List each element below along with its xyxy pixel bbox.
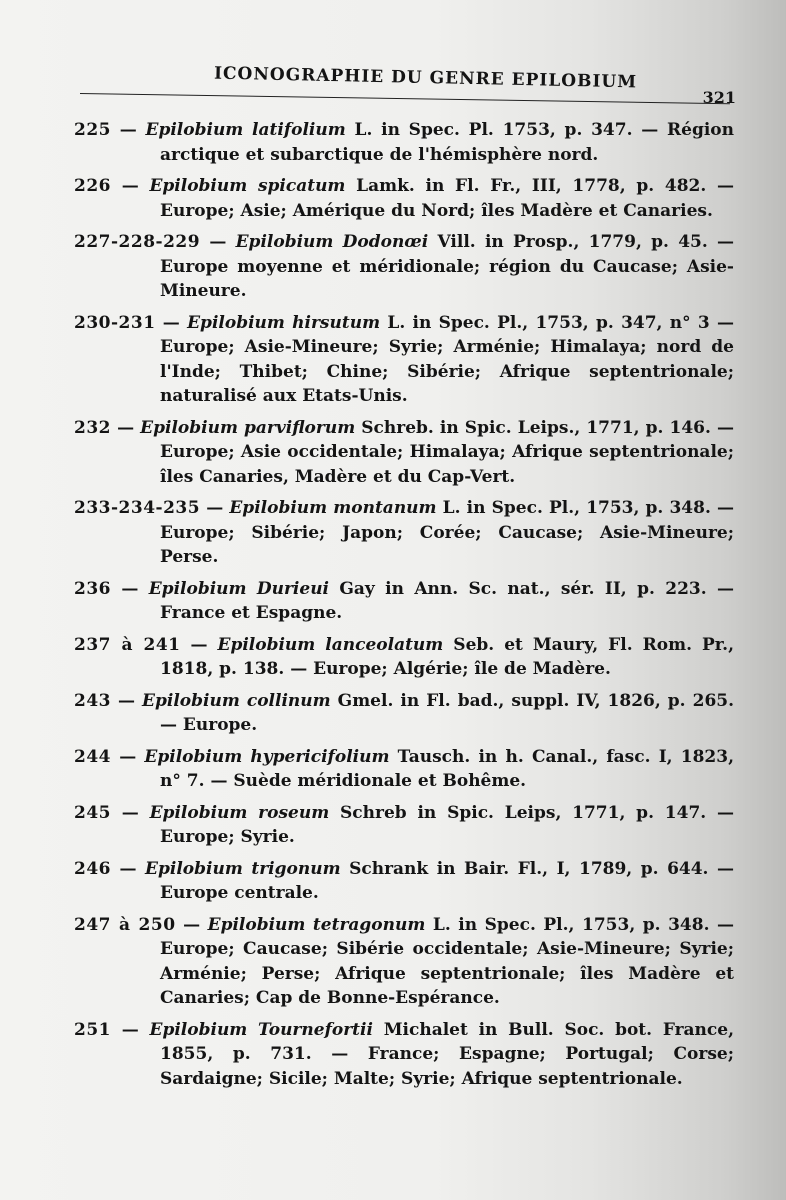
species-name: Epilobium latifolium (145, 120, 346, 140)
species-name: Epilobium Tournefortii (149, 1019, 373, 1040)
entry: 245 — Epilobium roseum Schreb in Spic. Leips, 1771, p. 147. — Europe; Syrie. (74, 802, 734, 847)
entry-number: 237 à 241 (74, 634, 181, 655)
entry: 237 à 241 — Epilobium lanceolatum Seb. et Maury, Fl. Rom. Pr., 1818, p. 138. — Europe; Algérie; île de Madère. (74, 634, 734, 679)
entry-text: Tausch. in h. Canal., fasc. I, 1823, n° 7. — Suède méridionale et Bohême. (160, 746, 735, 791)
entry-text: Michalet in Bull. Soc. bot. France, 1855, p. 731. — France; Espagne; Portugal; Corse; Sardaigne; Sicile; Malte; Syrie; Afrique septentrionale. (160, 1019, 735, 1089)
entry: 243 — Epilobium collinum Gmel. in Fl. bad., suppl. IV, 1826, p. 265. — Europe. (74, 690, 735, 735)
entry-number: 244 (74, 746, 111, 767)
entry-number: 246 (74, 858, 111, 879)
species-name: Epilobium tetragonum (207, 914, 426, 935)
header-rule (80, 93, 730, 104)
entry-text: L. in Spec. Pl., 1753, p. 348. — Europe; Caucase; Sibérie occidentale; Asie-Mineure; Syrie; Arménie; Perse; Afrique septentrionale; îles Madère et Canaries; Cap de Bonne-Espérance. (160, 914, 735, 1008)
species-name: Epilobium lanceolatum (217, 634, 444, 655)
entry-number: 247 à 250 (74, 914, 176, 935)
page-header (80, 62, 740, 107)
entry-text: Vill. in Prosp., 1779, p. 45. — Europe moyenne et méridionale; région du Caucase; Asie-Mineure. (160, 232, 735, 301)
species-name: Epilobium Dodonœi (235, 232, 429, 252)
species-name: Epilobium roseum (149, 802, 330, 823)
species-name: Epilobium parviflorum (140, 417, 356, 438)
entry: 225 — Epilobium latifolium L. in Spec. Pl. 1753, p. 347. — Région arctique et subarctique de l'hémisphère nord. (74, 120, 734, 165)
entry: 246 — Epilobium trigonum Schrank in Bair. Fl., I, 1789, p. 644. — Europe centrale. (74, 858, 734, 903)
entry-text: Schrank in Bair. Fl., I, 1789, p. 644. — Europe centrale. (160, 858, 734, 903)
species-name: Epilobium collinum (142, 690, 331, 711)
entry-text: Schreb. in Spic. Leips., 1771, p. 146. — Europe; Asie occidentale; Himalaya; Afrique septentrionale; îles Canaries, Madère et du Cap-Vert. (160, 417, 734, 487)
entry-number: 230-231 (74, 312, 156, 333)
entry-text: Schreb in Spic. Leips, 1771, p. 147. — Europe; Syrie. (160, 802, 734, 847)
entry-text: L. in Spec. Pl. 1753, p. 347. — Région arctique et subarctique de l'hémisphère nord. (160, 120, 734, 165)
entry-number: 233-234-235 (74, 498, 201, 518)
species-name: Epilobium spicatum (149, 176, 346, 196)
entry-text: Lamk. in Fl. Fr., III, 1778, p. 482. — Europe; Asie; Amérique du Nord; îles Madère et Canaries. (160, 176, 734, 221)
entry-number: 232 (74, 417, 111, 438)
entry: 227-228-229 — Epilobium Dodonœi Vill. in Prosp., 1779, p. 45. — Europe moyenne et méridionale; région du Caucase; Asie-Mineure. (74, 232, 735, 301)
entry-text: Gay in Ann. Sc. nat., sér. II, p. 223. — France et Espagne. (160, 578, 734, 623)
entry-number: 245 (74, 802, 111, 823)
entry-number: 243 (74, 690, 111, 711)
entry-number: 226 (74, 176, 111, 196)
entry-number: 225 (74, 120, 111, 140)
entry-number: 227-228-229 (74, 232, 201, 252)
entry-text: Seb. et Maury, Fl. Rom. Pr., 1818, p. 138. — Europe; Algérie; île de Madère. (160, 634, 734, 679)
entry-text: L. in Spec. Pl., 1753, p. 348. — Europe; Sibérie; Japon; Corée; Caucase; Asie-Mineure; Perse. (160, 498, 735, 567)
entry: 232 — Epilobium parviflorum Schreb. in Spic. Leips., 1771, p. 146. — Europe; Asie occidentale; Himalaya; Afrique septentrionale; îles Canaries, Madère et du Cap-Vert. (74, 417, 734, 487)
species-name: Epilobium hypericifolium (144, 746, 390, 767)
entry: 230-231 — Epilobium hirsutum L. in Spec. Pl., 1753, p. 347, n° 3 — Europe; Asie-Mineure; Syrie; Arménie; Himalaya; nord de l'Inde; Thibet; Chine; Sibérie; Afrique septentrionale; naturalisé aux Etats-Unis. (74, 312, 734, 406)
species-name: Epilobium hirsutum (187, 312, 381, 333)
entry-number: 251 (74, 1019, 111, 1040)
entry: 244 — Epilobium hypericifolium Tausch. in h. Canal., fasc. I, 1823, n° 7. — Suède méridionale et Bohême. (74, 746, 735, 791)
entry: 233-234-235 — Epilobium montanum L. in Spec. Pl., 1753, p. 348. — Europe; Sibérie; Japon; Corée; Caucase; Asie-Mineure; Perse. (74, 498, 735, 567)
entry: 247 à 250 — Epilobium tetragonum L. in Spec. Pl., 1753, p. 348. — Europe; Caucase; Sibérie occidentale; Asie-Mineure; Syrie; Arménie; Perse; Afrique septentrionale; îles Madère et Canaries; Cap de Bonne-Espérance. (74, 914, 735, 1008)
entry: 251 — Epilobium Tournefortii Michalet in Bull. Soc. bot. France, 1855, p. 731. — France; Espagne; Portugal; Corse; Sardaigne; Sicile; Malte; Syrie; Afrique septentrionale. (74, 1019, 735, 1089)
entry-text: Gmel. in Fl. bad., suppl. IV, 1826, p. 265. — Europe. (160, 690, 735, 735)
page-number: 321 (702, 88, 736, 107)
entry-list (74, 118, 734, 1098)
entry-text: L. in Spec. Pl., 1753, p. 347, n° 3 — Europe; Asie-Mineure; Syrie; Arménie; Himalaya; nord de l'Inde; Thibet; Chine; Sibérie; Afrique septentrionale; naturalisé aux Etats-Unis. (160, 312, 734, 406)
running-title: ICONOGRAPHIE DU GENRE EPILOBIUM (213, 63, 638, 93)
entry-number: 236 (74, 578, 111, 599)
entry: 226 — Epilobium spicatum Lamk. in Fl. Fr., III, 1778, p. 482. — Europe; Asie; Amérique du Nord; îles Madère et Canaries. (74, 176, 734, 221)
entry: 236 — Epilobium Durieui Gay in Ann. Sc. nat., sér. II, p. 223. — France et Espagne. (74, 578, 734, 623)
species-name: Epilobium montanum (229, 498, 437, 518)
species-name: Epilobium Durieui (148, 578, 330, 599)
species-name: Epilobium trigonum (145, 858, 341, 879)
